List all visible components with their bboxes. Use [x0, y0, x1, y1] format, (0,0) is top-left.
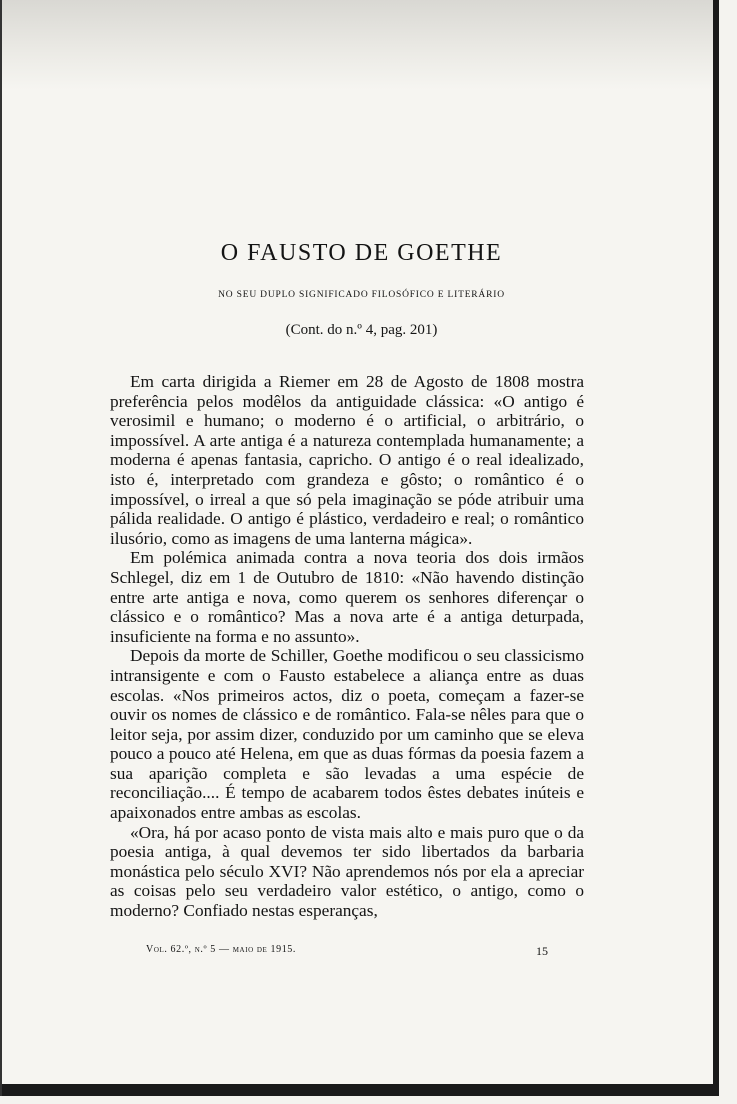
page-number: 15 — [536, 944, 548, 958]
issue-footer: Vol. 62.º, n.º 5 — maio de 1915. — [146, 944, 297, 955]
scan-border-bottom — [2, 1084, 713, 1096]
scan-shading — [2, 0, 719, 90]
article-title: O FAUSTO DE GOETHE — [220, 240, 503, 266]
paragraph-1: Em carta dirigida a Riemer em 28 de Agosto de 1808 mostra preferência pelos modêlos da antiguidade clássica: «O antigo é verosimil e humano; o moderno é o artificial, o arbitrário, o impossível. A arte antiga é a natureza contemplada humanamente; a moderna é apenas fantasia, capricho. O antigo é o real idealizado, isto é, interpretado com grandeza e gôsto; o romântico é o impossível, o irreal a que só pela imaginação se póde atribuir uma pálida realidade. O antigo é plástico, verdadeiro e real; o romântico ilusório, como as imagens de uma lanterna mágica». — [110, 372, 584, 548]
article-subtitle: NO SEU DUPLO SIGNIFICADO FILOSÓFICO E LITERÁRIO — [218, 290, 505, 300]
paragraph-2: Em polémica animada contra a nova teoria dos dois irmãos Schlegel, diz em 1 de Outubro de 1810: «Não havendo distinção entre arte antiga e nova, como querem os senhores diferençar o clássico e o romântico? Mas a nova arte é a antiga deturpada, insuficiente na forma e no assunto». — [110, 548, 584, 646]
paragraph-4: «Ora, há por acaso ponto de vista mais alto e mais puro que o da poesia antiga, à qual devemos ter sido libertados da barbaria monástica pelo século XVI? Não aprendemos nós por ela a apreciar as coisas pelo seu verdadeiro valor estético, o antigo, como o moderno? Confiado nestas esperanças, — [110, 822, 584, 921]
article-body — [110, 372, 584, 921]
paragraph-3: Depois da morte de Schiller, Goethe modificou o seu classicismo intransigente e com o Fausto estabelece a aliança entre as duas escolas. «Nos primeiros actos, diz o poeta, começam a fazer-se ouvir os nomes de clássico e de romântico. Fala-se nêles para que o leitor seja, por assim dizer, conduzido por um caminho que se eleva pouco a pouco até Helena, em que as duas fórmas da poesia fazem a sua aparição completa e são levadas a uma espécie de reconciliação.... É tempo de acabarem todos êstes debates inúteis e apaixonados entre ambas as escolas. — [110, 646, 584, 823]
continuation-note: (Cont. do n.º 4, pag. 201) — [285, 322, 438, 338]
